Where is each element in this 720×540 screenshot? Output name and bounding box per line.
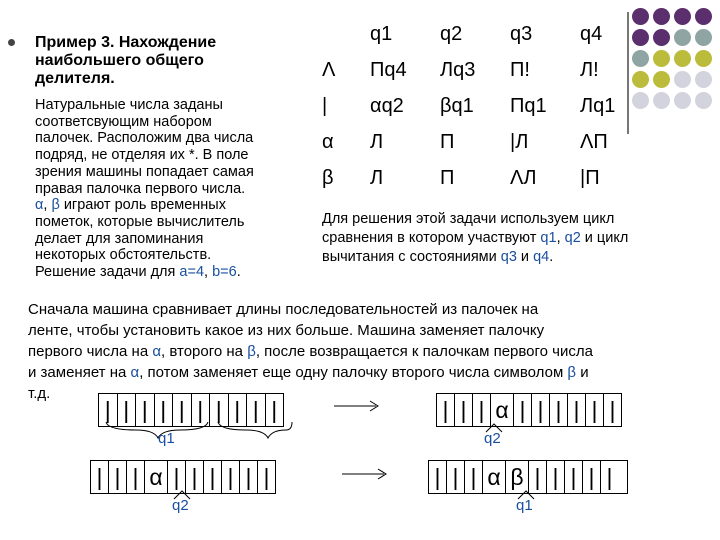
- table-header-cell: q4: [580, 22, 603, 45]
- para-text: ,: [204, 264, 213, 281]
- decor-dot: [632, 29, 649, 46]
- tape-cell: |: [173, 394, 192, 426]
- table-cell: β: [322, 166, 334, 189]
- decor-dot: [632, 92, 649, 109]
- para-text: ,: [43, 197, 52, 214]
- para-line: палочек. Расположим два числа: [35, 130, 254, 147]
- decor-dot: [632, 8, 649, 25]
- table-header-cell: q2: [440, 22, 463, 45]
- brace-group-icon: [96, 418, 296, 448]
- decor-dot: [695, 8, 712, 25]
- decor-dot: [674, 8, 691, 25]
- decor-dot: [632, 50, 649, 67]
- tape-cell: |: [565, 461, 583, 493]
- beta-symbol: β: [567, 364, 577, 381]
- tape-cell: |: [609, 397, 616, 423]
- value-a: a=4: [179, 264, 205, 281]
- state-q4: q4: [533, 249, 550, 265]
- main-text: и: [576, 364, 589, 381]
- table-cell: Пq1: [510, 94, 547, 117]
- tape-cell: |: [606, 464, 613, 490]
- table-cell: П: [440, 130, 455, 153]
- decor-dot: [632, 71, 649, 88]
- para-line: зрения машины попадает самая: [35, 163, 254, 180]
- decor-dot: [695, 50, 712, 67]
- tape-cell: |: [168, 461, 186, 493]
- table-header-cell: q3: [510, 22, 533, 45]
- tape-cell: |: [118, 394, 137, 426]
- alpha-symbol: α: [35, 197, 44, 214]
- para-line: делает для запоминания: [35, 230, 204, 247]
- state-label: q2: [172, 497, 189, 514]
- tape-cell: |: [263, 464, 270, 490]
- main-paragraph: [28, 299, 593, 404]
- para-text: Решение задачи для: [35, 264, 180, 281]
- arrow-right-icon: [340, 466, 390, 482]
- tape-cell: |: [210, 394, 229, 426]
- para-line: подряд, не отделяя их *. В поле: [35, 147, 249, 164]
- main-text: первого числа на: [28, 343, 153, 360]
- cycle-note: [322, 210, 628, 267]
- bullet-icon: [8, 39, 15, 46]
- table-header-row: [318, 16, 646, 52]
- para-line: пометок, которые вычислитель: [35, 213, 245, 230]
- tape-cell: |: [204, 461, 222, 493]
- decor-dot: [653, 92, 670, 109]
- table-cell: |П: [580, 166, 600, 189]
- table-cell: Лq3: [440, 58, 476, 81]
- table-cell: |Л: [510, 130, 529, 153]
- para-line: соответсвующим набором: [35, 113, 212, 130]
- table-cell: Лq1: [580, 94, 616, 117]
- alpha-symbol: α: [130, 364, 140, 381]
- table-cell: П!: [510, 58, 530, 81]
- tape-cell: |: [229, 394, 248, 426]
- tape-cell: |: [568, 394, 586, 426]
- decor-dot: [695, 92, 712, 109]
- tape-cell: |: [136, 394, 155, 426]
- decor-dot: [653, 71, 670, 88]
- table-row: [318, 160, 646, 196]
- decor-dot: [695, 71, 712, 88]
- main-text: и заменяет на: [28, 364, 131, 381]
- decor-dot: [653, 29, 670, 46]
- tape-cell: |: [186, 461, 204, 493]
- main-text: , второго на: [161, 343, 248, 360]
- main-line: ленте, чтобы установить какое из них больше. Машина заменяет палочку: [28, 322, 545, 339]
- decor-dots: [632, 8, 718, 118]
- table-header-cell: [318, 16, 366, 52]
- tape-cell: |: [547, 461, 565, 493]
- tape-cell: |: [240, 461, 258, 493]
- para-text: играют роль временных: [59, 197, 226, 214]
- tape-cell: α: [491, 394, 514, 426]
- table-cell: |: [322, 94, 328, 117]
- para-line: правая палочка первого числа.: [35, 180, 246, 197]
- main-text: , после возвращается к палочкам первого числа: [255, 343, 593, 360]
- tape-cell: |: [109, 461, 127, 493]
- table-row: [318, 88, 646, 124]
- slide-title: Пример 3. Нахождение наибольшего общего делителя.: [35, 34, 217, 87]
- tape-cell: |: [529, 461, 547, 493]
- note-text: и цикл: [580, 230, 629, 246]
- decor-dot: [653, 50, 670, 67]
- state-label: q2: [484, 430, 501, 447]
- note-text: и: [516, 249, 534, 265]
- decor-dot: [653, 8, 670, 25]
- tape-cell: |: [550, 394, 568, 426]
- state-q2: q2: [564, 230, 581, 246]
- tape-cell: |: [437, 394, 455, 426]
- para-text: .: [236, 264, 241, 281]
- table-header-cell: q1: [370, 22, 393, 45]
- tape-cell: |: [465, 461, 483, 493]
- note-text: .: [549, 249, 554, 265]
- main-line: т.д.: [28, 385, 51, 402]
- table-cell: Л: [370, 130, 384, 153]
- tape-cell: |: [447, 461, 465, 493]
- tape-cell: |: [99, 394, 118, 426]
- note-text: сравнения в котором участвуют: [322, 230, 541, 246]
- decor-dot: [674, 92, 691, 109]
- main-line: Сначала машина сравнивает длины последовательностей из палочек на: [28, 301, 539, 318]
- table-divider: [627, 12, 629, 134]
- beta-symbol: β: [247, 343, 256, 360]
- value-b: b=6: [212, 264, 237, 281]
- table-cell: Л: [370, 166, 384, 189]
- tape-cell: |: [192, 394, 211, 426]
- tape-cell: |: [91, 461, 109, 493]
- tape-cell: |: [514, 394, 532, 426]
- table-cell: αq2: [370, 94, 404, 117]
- table-cell: П: [440, 166, 455, 189]
- table-cell: Λ: [322, 58, 336, 81]
- tape-cell: |: [247, 394, 266, 426]
- alpha-symbol: α: [152, 343, 162, 360]
- state-label: q1: [516, 497, 533, 514]
- table-cell: βq1: [440, 94, 474, 117]
- table-cell: Пq4: [370, 58, 407, 81]
- table-row: [318, 52, 646, 88]
- tape-cell: |: [222, 461, 240, 493]
- table-cell: α: [322, 130, 334, 153]
- state-q1: q1: [540, 230, 557, 246]
- table-row: [318, 124, 646, 160]
- tape-cell: |: [271, 397, 278, 423]
- table-cell: ΛП: [580, 130, 608, 153]
- tape-cell: |: [155, 394, 174, 426]
- table-cell: Л!: [580, 58, 599, 81]
- tape-cell: α: [145, 461, 168, 493]
- tape-cell: |: [473, 394, 491, 426]
- decor-dot: [674, 29, 691, 46]
- tape-cell: |: [532, 394, 550, 426]
- decor-dot: [674, 71, 691, 88]
- tape-cell: β: [506, 461, 529, 493]
- decor-dot: [695, 29, 712, 46]
- tape-2: [436, 393, 622, 427]
- tape-cell: |: [583, 461, 601, 493]
- para-line: некоторых обстоятельств.: [35, 247, 212, 264]
- para-line: Натуральные числа заданы: [35, 97, 223, 113]
- main-text: , потом заменяет еще одну палочку второго числа символом: [139, 364, 568, 381]
- tape-cell: |: [586, 394, 604, 426]
- beta-symbol: β: [51, 197, 60, 214]
- tape-cell: |: [455, 394, 473, 426]
- state-q3: q3: [500, 249, 517, 265]
- tape-cell: |: [429, 461, 447, 493]
- tape-cell: α: [483, 461, 506, 493]
- arrow-right-icon: [332, 398, 382, 414]
- intro-paragraph: [35, 97, 254, 281]
- decor-dot: [674, 50, 691, 67]
- table-cell: ΛЛ: [510, 166, 537, 189]
- tape-cell: |: [127, 461, 145, 493]
- state-label: q1: [158, 430, 175, 447]
- transition-table: [318, 16, 646, 196]
- note-text: ,: [556, 230, 565, 246]
- note-line: Для решения этой задачи используем цикл: [322, 211, 615, 227]
- note-text: вычитания с состояниями: [322, 249, 501, 265]
